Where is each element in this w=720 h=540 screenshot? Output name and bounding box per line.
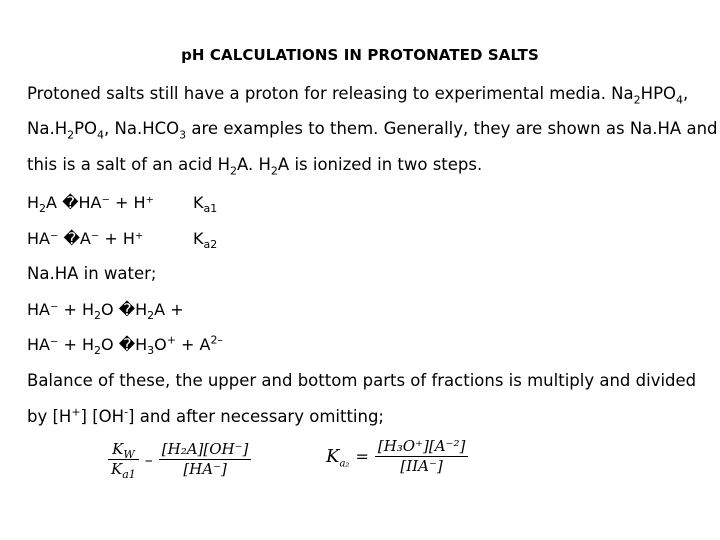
formula-kw-over-ka1 [108,440,251,479]
ka2-label: $K_{a2}$ [193,229,218,252]
formula-ka2: $K_{a_2}$ = $\frac{\text{[H₃O⁺][A⁻²]}}{\text{[IIA⁻]}}$ [326,437,468,476]
paragraph2-line-2: by [H+] [OH-] and after necessary omitting; [27,405,384,426]
fraction-kw-ka1: $\frac{K_W}{K_{a1}}$ [108,440,139,479]
fraction-ka2: $\frac{\text{[H₃O⁺][A⁻²]}}{\text{[IIA⁻]}}$ [375,437,468,476]
water-label: Na.HA in water; [27,264,157,283]
ka1-label: $K_{a1}$ [193,193,218,216]
paragraph2-line-1: Balance of these, the upper and bottom parts of fractions is multiply and divided [27,371,697,390]
dissociation-equation: $HA^- + H_2O$ $�H_3O^+ + A^{2-}$ [27,333,223,358]
slide-title: pH CALCULATIONS IN PROTONATED SALTS [181,46,539,64]
paragraph-line-2: $Na.H_2PO_4$, $Na.HCO_3$ are examples to them. Generally, they are shown as Na.HA and [27,119,718,142]
ionization-equation-1: $H_2A$ �HA⁻ + H⁺ [27,193,154,216]
paragraph-line-1: Protoned salts still have a proton for releasing to experimental media. $Na_2HPO_4$, [27,84,689,107]
fraction-concentrations: $\frac{\text{[H₂A][OH⁻]}}{[HA^-]}$ [159,440,252,479]
paragraph-line-3: this is a salt of an acid $H_2A$. $H_2A$ is ionized in two steps. [27,155,483,178]
hydrolysis-equation: $HA^- + H_2O$ $�H_2A$ + [27,300,184,323]
minus-sign: – [144,450,153,469]
equals-sign: = [355,447,369,466]
ionization-equation-2: HA⁻ �A⁻ + H⁺ [27,229,144,248]
